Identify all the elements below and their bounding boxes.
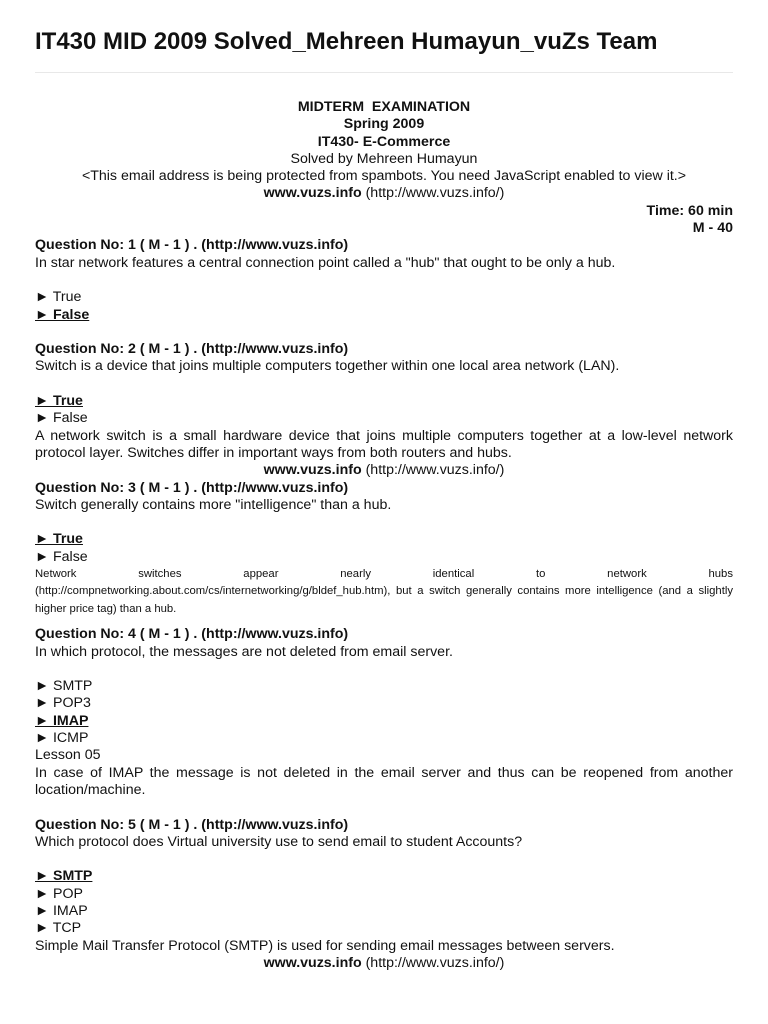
question-2-option-false: ► False [35,410,88,427]
question-2-site-bold: www.vuzs.info [263,462,362,479]
site-link-bold: www.vuzs.info [263,185,362,202]
question-4-text: In which protocol, the messages are not deleted from email server. [35,643,453,660]
document-title: IT430 MID 2009 Solved_Mehreen Humayun_vuZs Team [35,28,658,55]
question-3-text: Switch generally contains more "intelligence" than a hub. [35,496,392,513]
question-1-heading: Question No: 1 ( M - 1 ) . (http://www.vuzs.info) [35,237,349,254]
question-2-option-true-answer: ► True [35,393,83,410]
question-4-explanation: In case of IMAP the message is not deleted in the email server and thus can be reopened from another location/machine. [35,764,733,798]
question-5-option-smtp-answer: ► SMTP [35,868,93,885]
question-2-site-link[interactable] [35,462,733,479]
question-4-option-icmp: ► ICMP [35,730,89,747]
document-body [35,99,733,972]
question-2-heading: Question No: 2 ( M - 1 ) . (http://www.vuzs.info) [35,341,349,358]
question-1-option-false-answer: ► False [35,306,90,323]
question-5-heading: Question No: 5 ( M - 1 ) . (http://www.vuzs.info) [35,816,349,833]
site-link-url: (http://www.vuzs.info/) [361,185,505,202]
question-1-text: In star network features a central connection point called a "hub" that ought to be only a hub. [35,254,616,271]
question-1-option-true: ► True [35,289,82,306]
question-5-option-tcp: ► TCP [35,920,82,937]
question-3-option-true-answer: ► True [35,531,83,548]
question-5-option-pop: ► POP [35,885,83,902]
question-3-heading: Question No: 3 ( M - 1 ) . (http://www.vuzs.info) [35,479,349,496]
question-4-heading: Question No: 4 ( M - 1 ) . (http://www.vuzs.info) [35,626,349,643]
question-2-site-url: (http://www.vuzs.info/) [361,462,505,479]
email-notice: <This email address is being protected from spambots. You need JavaScript enabled to view it.> [81,168,687,185]
question-5-text: Which protocol does Virtual university use to send email to student Accounts? [35,833,523,850]
site-link[interactable] [35,185,733,202]
exam-time: Time: 60 min [646,202,733,219]
question-4-option-imap-answer: ► IMAP [35,712,89,729]
question-4-lesson: Lesson 05 [35,747,101,764]
question-4-option-pop3: ► POP3 [35,695,91,712]
question-3-explanation-line1: Network switches appear nearly identical to network hubs [35,568,733,581]
exam-heading: MIDTERM EXAMINATION [297,99,471,115]
question-4-option-smtp: ► SMTP [35,678,93,695]
solved-by: Solved by Mehreen Humayun [290,150,478,167]
exam-marks: M - 40 [692,220,733,237]
question-5-explanation: Simple Mail Transfer Protocol (SMTP) is used for sending email messages between servers. [35,937,615,954]
exam-term: Spring 2009 [343,116,425,133]
question-2-explanation: A network switch is a small hardware device that joins multiple computers together at a low-level network protocol layer. Switches differ in important ways from both routers and hubs. [35,427,733,461]
question-5-site-bold: www.vuzs.info [263,954,362,971]
title-divider [35,72,733,73]
question-5-site-url: (http://www.vuzs.info/) [361,954,505,971]
question-2-text: Switch is a device that joins multiple computers together within one local area network (LAN). [35,358,620,375]
question-3-option-false: ► False [35,548,88,565]
question-5-site-link[interactable] [35,955,733,972]
course-name: IT430- E-Commerce [317,133,451,150]
question-3-explanation-rest: (http://compnetworking.about.com/cs/internetworking/g/bldef_hub.htm), but a switch generally contains more intelligence (and a slightly higher price tag) than a hub. [35,585,733,615]
question-5-option-imap: ► IMAP [35,902,88,919]
